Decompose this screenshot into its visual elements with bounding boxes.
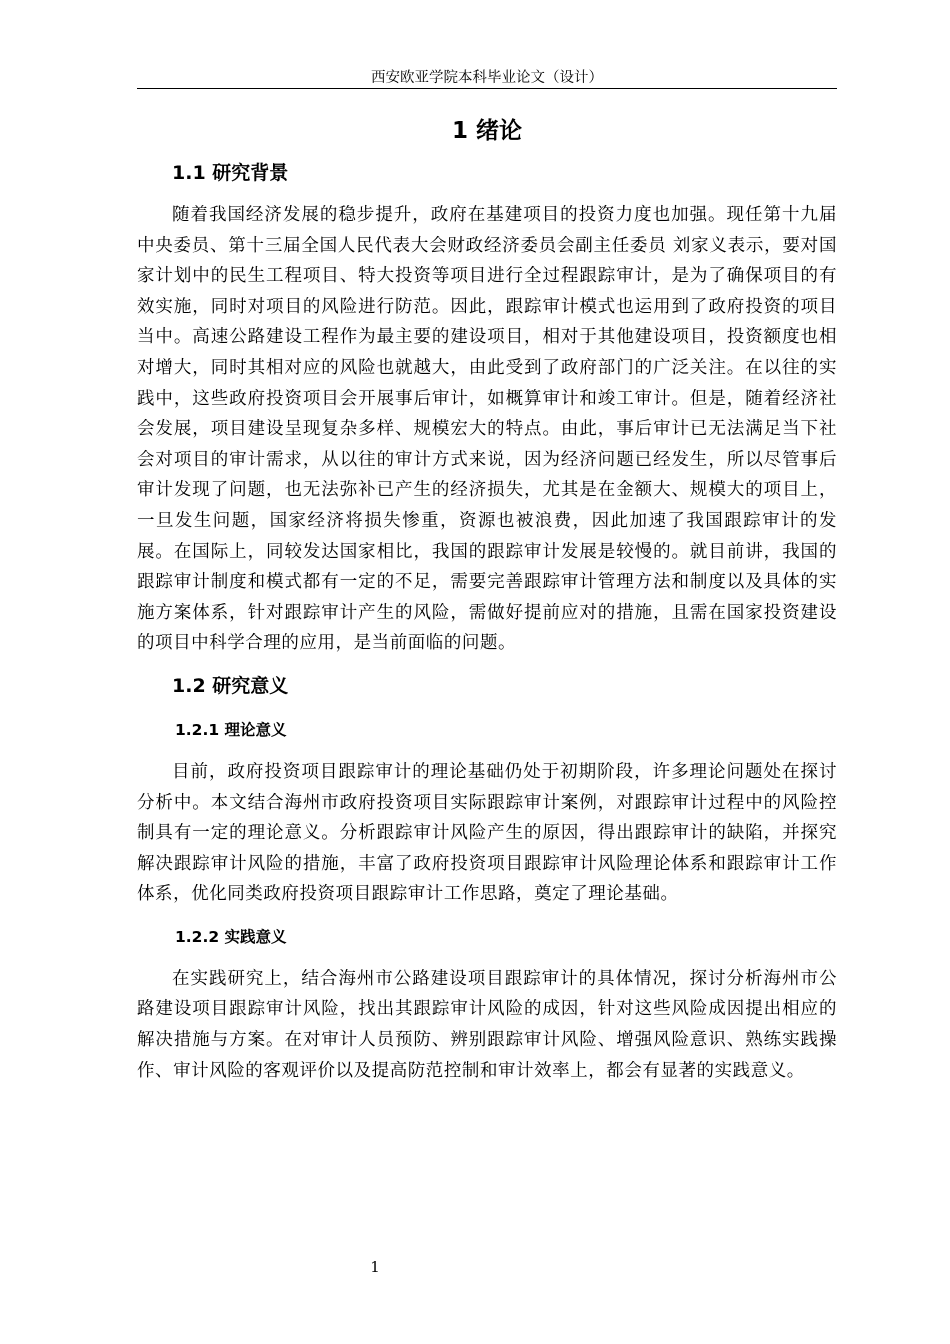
subsection-heading-practice: 1.2.2 实践意义 <box>175 927 287 946</box>
page-number: 1 <box>370 1258 380 1276</box>
section-heading-background: 1.1 研究背景 <box>172 162 289 184</box>
section-heading-significance: 1.2 研究意义 <box>172 674 289 697</box>
page-header: 西安欧亚学院本科毕业论文（设计） <box>371 70 603 86</box>
header-divider <box>137 88 837 89</box>
chapter-title: 1 绪论 <box>451 118 522 144</box>
paragraph-practice: 在实践研究上，结合海州市公路建设项目跟踪审计的具体情况，探讨分析海州市公路建设项目跟踪审计风险，找出其跟踪审计风险的成因，针对这些风险成因提出相应的解决措施与方案。在对审计人员预防、辨别跟踪审计风险、增强风险意识、熟练实践操作、审计风险的客观评价以及提高防范控制和审计效率上，都会有显著的实践意义。 <box>137 968 837 1081</box>
paragraph-background: 随着我国经济发展的稳步提升，政府在基建项目的投资力度也加强。现任第十九届中央委员、第十三届全国人民代表大会财政经济委员会副主任委员 刘家义表示，要对国家计划中的民生工程项目、特大投资等项目进行全过程跟踪审计，是为了确保项目的有效实施，同时对项目的风险进行防范。因此，跟踪审计模式也运用到了政府投资的项目当中。高速公路建设工程作为最主要的建设项目，相对于其他建设项目，投资额度也相对增大，同时其相对应的风险也就越大，由此受到了政府部门的广泛关注。在以往的实践中，这些政府投资项目会开展事后审计，如概算审计和竣工审计。但是，随着经济社会发展，项目建设呈现复杂多样、规模宏大的特点。由此，事后审计已无法满足当下社会对项目的审计需求，从以往的审计方式来说，因为经济问题已经发生，所以尽管事后审计发现了问题，也无法弥补已产生的经济损失，尤其是在金额大、规模大的项目上，一旦发生问题，国家经济将损失惨重，资源也被浪费，因此加速了我国跟踪审计的发展。在国际上，同较发达国家相比，我国的跟踪审计发展是较慢的。就目前讲，我国的跟踪审计制度和模式都有一定的不足，需要完善跟踪审计管理方法和制度以及具体的实施方案体系，针对跟踪审计产生的风险，需做好提前应对的措施，且需在国家投资建设的项目中科学合理的应用，是当前面临的问题。 <box>137 205 837 654</box>
document-body <box>137 112 837 1096</box>
paragraph-theory: 目前，政府投资项目跟踪审计的理论基础仍处于初期阶段，许多理论问题处在探讨分析中。本文结合海州市政府投资项目实际跟踪审计案例，对跟踪审计过程中的风险控制具有一定的理论意义。分析跟踪审计风险产生的原因，得出跟踪审计的缺陷，并探究解决跟踪审计风险的措施，丰富了政府投资项目跟踪审计风险理论体系和跟踪审计工作体系，优化同类政府投资项目跟踪审计工作思路，奠定了理论基础。 <box>137 761 837 905</box>
subsection-heading-theory: 1.2.1 理论意义 <box>175 720 287 739</box>
